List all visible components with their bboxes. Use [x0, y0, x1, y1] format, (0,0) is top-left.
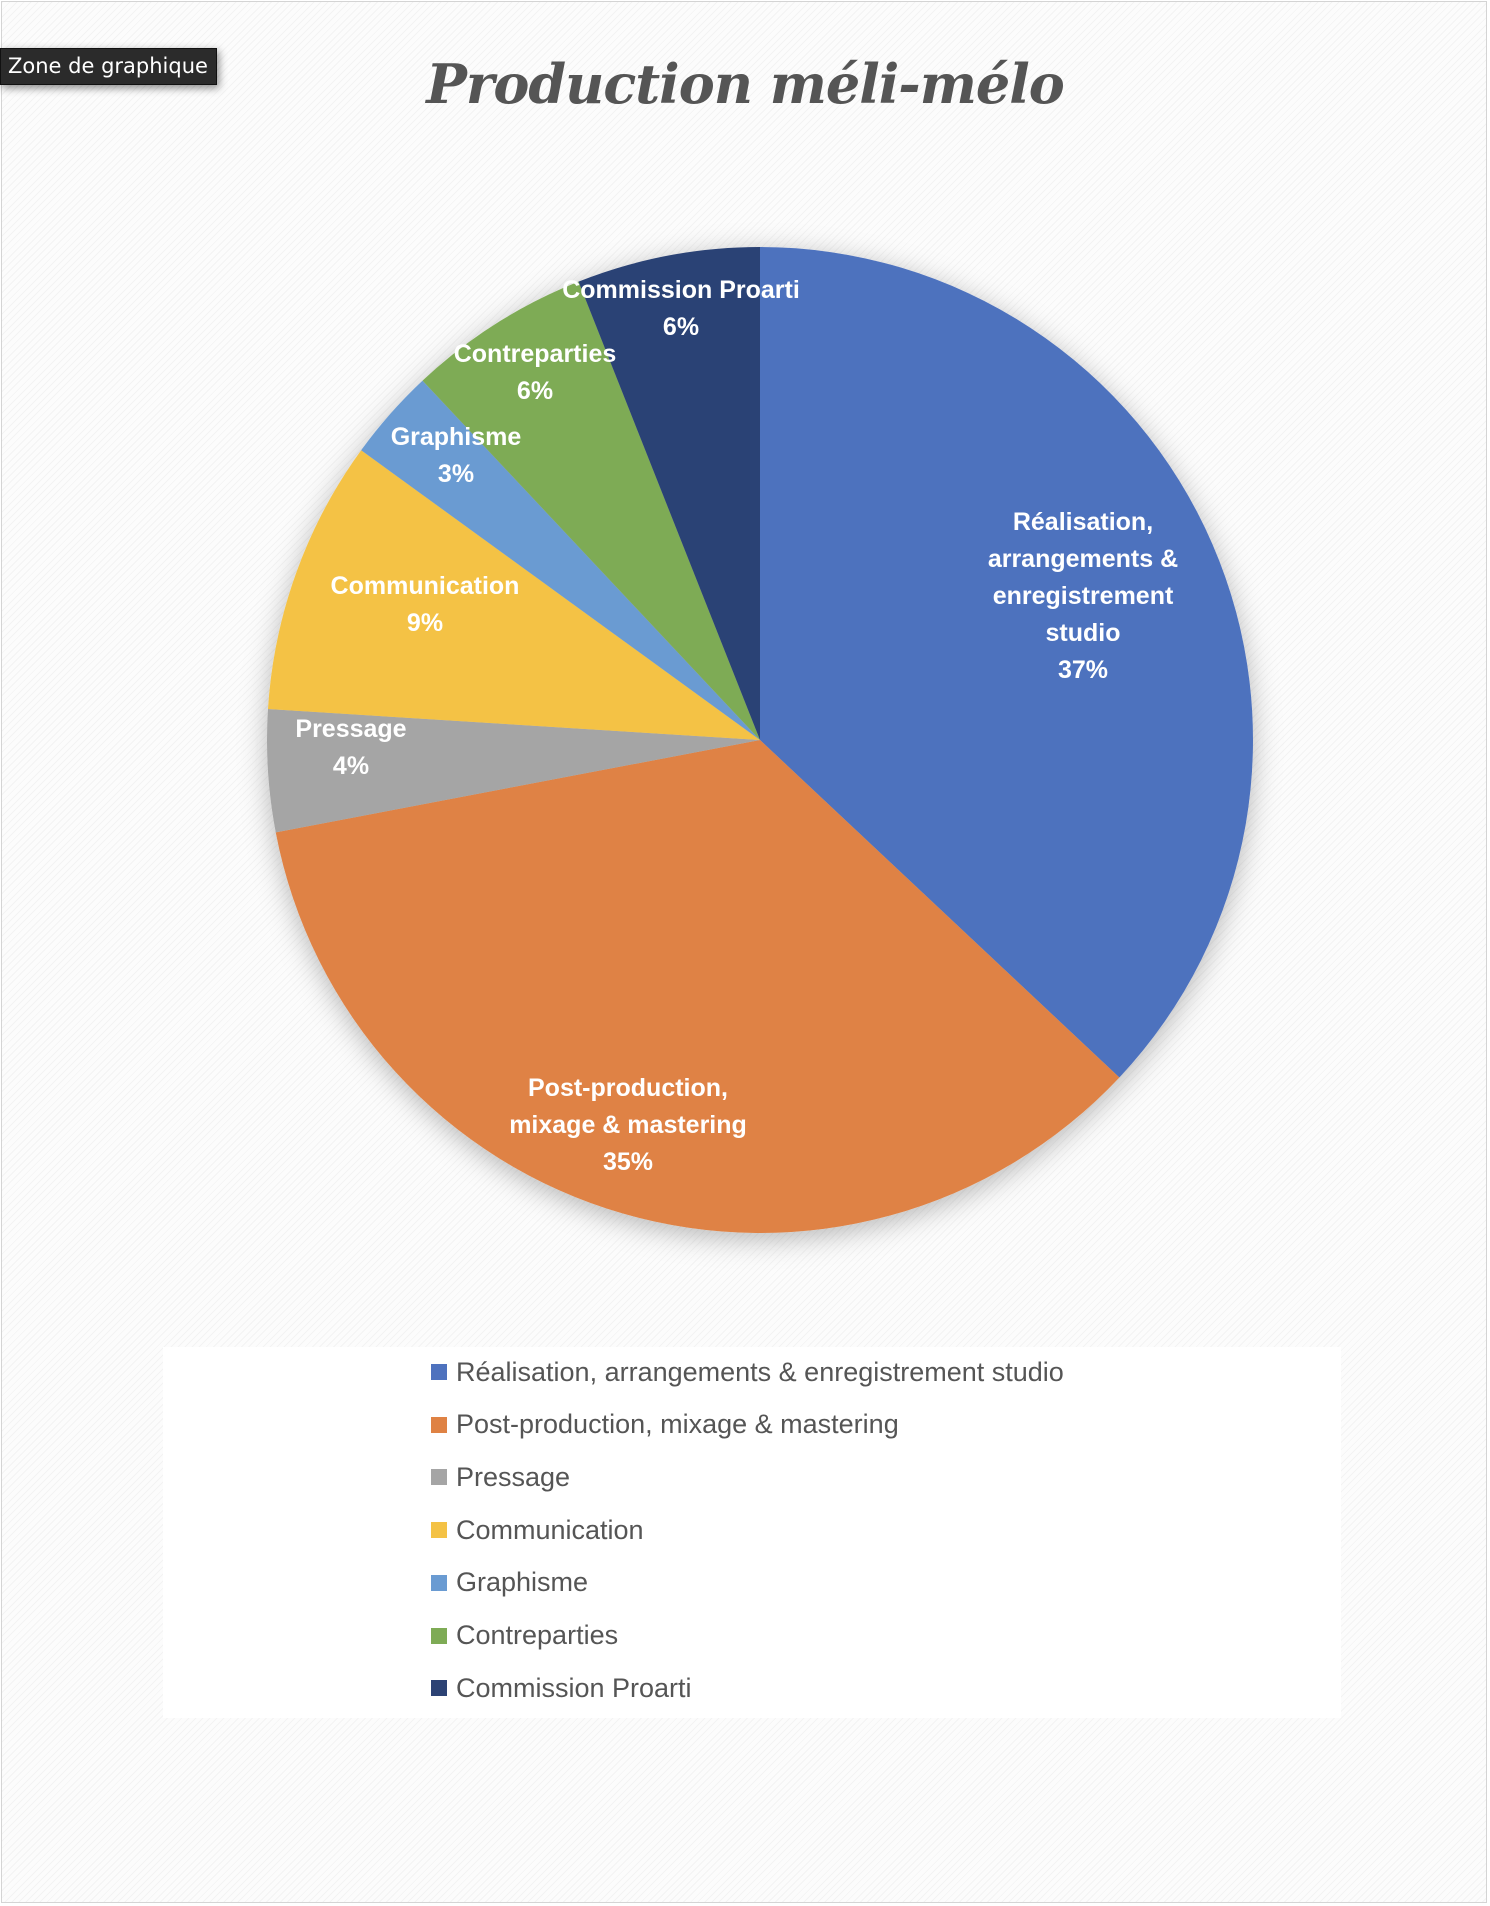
- legend-item[interactable]: [431, 1563, 588, 1603]
- legend-label: Contreparties: [456, 1620, 619, 1650]
- pie-data-label-7: Commission Proarti 6%: [562, 276, 800, 341]
- pie-data-label-6: Contreparties 6%: [453, 340, 617, 405]
- legend-label: Post-production, mixage & mastering: [456, 1409, 899, 1440]
- chart-title[interactable]: Production méli-mélo: [426, 52, 1064, 116]
- legend-swatch: [431, 1522, 447, 1538]
- legend-item[interactable]: [431, 1510, 644, 1550]
- legend-label: Réalisation, arrangements & enregistrement studio: [456, 1356, 1064, 1387]
- pie-data-label-4: Communication 9%: [330, 572, 520, 637]
- legend-swatch: [431, 1417, 447, 1433]
- pie-data-label-3: Pressage 4%: [295, 715, 407, 780]
- legend-swatch: [431, 1364, 447, 1380]
- legend-swatch: [431, 1469, 447, 1485]
- pie-data-label-1: Réalisation, arrangements & enregistrement studio 37%: [987, 508, 1179, 684]
- legend-item[interactable]: [431, 1352, 1064, 1392]
- chart-area-tooltip: Zone de graphique: [0, 48, 217, 85]
- legend-label: Communication: [456, 1514, 644, 1545]
- pie-data-label-5: Graphisme 3%: [390, 423, 522, 488]
- pie-data-label-2: Post-production, mixage & mastering 35%: [509, 1074, 747, 1176]
- legend-swatch: [431, 1575, 447, 1591]
- legend-item[interactable]: [431, 1668, 692, 1708]
- legend-item[interactable]: [431, 1405, 899, 1445]
- legend-swatch: [431, 1628, 447, 1644]
- legend-label: Commission Proarti: [456, 1672, 692, 1703]
- chart-legend[interactable]: [163, 1347, 1341, 1718]
- legend-item[interactable]: [431, 1457, 570, 1497]
- legend-label: Pressage: [456, 1461, 571, 1492]
- legend-item[interactable]: [431, 1616, 618, 1656]
- legend-label: Graphisme: [456, 1567, 589, 1598]
- legend-swatch: [431, 1680, 447, 1696]
